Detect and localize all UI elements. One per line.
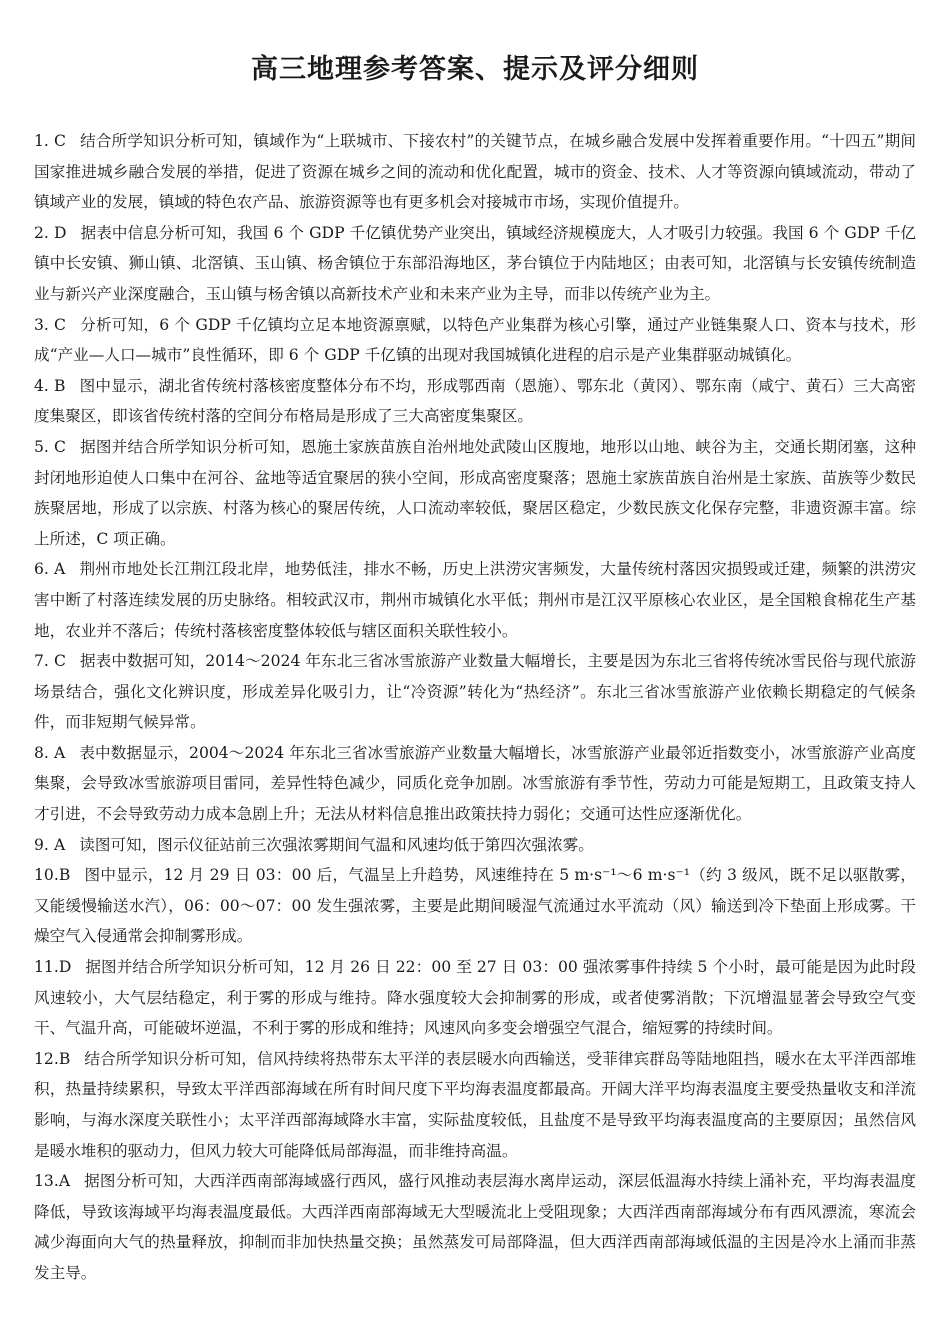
answer-explanation: 分析可知，6 个 GDP 千亿镇均立足本地资源禀赋，以特色产业集群为核心引擎，通过产业链集聚人口、资本与技术，形成“产业—人口—城市”良性循环，即 6 个 GDP 千亿镇的出现对我国城镇化进程的启示是产业集群驱动城镇化。 [34, 315, 916, 365]
answer-explanation: 图中显示，12 月 29 日 03：00 后，气温呈上升趋势，风速维持在 5 m·s⁻¹～6 m·s⁻¹（约 3 级风，既不足以驱散雾，又能缓慢输送水汽），06：00～07：00 发生强浓雾，主要是此期间暖湿气流通过水平流动（风）输送到冷下垫面上形成雾。干燥空气入侵通常会抑制雾形成。 [34, 866, 916, 946]
answer-item-8 [34, 738, 916, 830]
answer-number: 9. [34, 835, 49, 854]
answer-key: D [54, 223, 67, 242]
answer-explanation: 图中显示，湖北省传统村落核密度整体分布不均，形成鄂西南（恩施）、鄂东北（黄冈）、鄂东南（咸宁、黄石）三大高密度集聚区，即该省传统村落的空间分布格局是形成了三大高密度集聚区。 [34, 376, 916, 426]
answer-item-10 [34, 860, 916, 952]
answer-number: 13. [34, 1172, 59, 1191]
answer-item-12 [34, 1044, 916, 1166]
answer-explanation: 结合所学知识分析可知，信风持续将热带东太平洋的表层暖水向西输送，受菲律宾群岛等陆地阻挡，暖水在太平洋西部堆积，热量持续累积，导致太平洋西部海域在所有时间尺度下平均海表温度都最高。开阔大洋平均海表温度主要受热量收支和洋流影响，与海水深度关联性小；太平洋西部海域降水丰富，实际盐度较低，且盐度不是导致平均海表温度高的主要原因；虽然信风是暖水堆积的驱动力，但风力较大可能降低局部海温，而非维持高温。 [34, 1049, 916, 1160]
answer-item-4 [34, 371, 916, 432]
answer-key: A [54, 743, 66, 762]
answer-number: 2. [34, 223, 49, 242]
answer-item-11 [34, 952, 916, 1044]
answer-item-2 [34, 218, 916, 310]
answer-number: 12. [34, 1049, 59, 1068]
answer-explanation: 据图并结合所学知识分析可知，12 月 26 日 22：00 至 27 日 03：00 强浓雾事件持续 5 个小时，最可能是因为此时段风速较小，大气层结稳定，利于雾的形成与维持。降水强度较大会抑制雾的形成，或者使雾消散；下沉增温显著会导致空气变干、气温升高，可能破坏逆温，不利于雾的形成和维持；风速风向多变会增强空气混合，缩短雾的持续时间。 [34, 958, 916, 1038]
answer-explanation: 结合所学知识分析可知，镇域作为“上联城市、下接农村”的关键节点，在城乡融合发展中发挥着重要作用。“十四五”期间国家推进城乡融合发展的举措，促进了资源在城乡之间的流动和优化配置，城市的资金、技术、人才等资源向镇域流动，带动了镇域产业的发展，镇域的特色农产品、旅游资源等也有更多机会对接城市市场，实现价值提升。 [34, 132, 916, 212]
answer-number: 8. [34, 743, 49, 762]
answer-key: B [54, 376, 66, 395]
answer-number: 3. [34, 315, 49, 334]
answer-number: 5. [34, 437, 49, 456]
answer-number: 10. [34, 866, 59, 885]
answer-explanation: 据图并结合所学知识分析可知，恩施土家族苗族自治州地处武陵山区腹地，地形以山地、峡谷为主，交通长期闭塞，这种封闭地形迫使人口集中在河谷、盆地等适宜聚居的狭小空间，形成高密度聚落；恩施土家族苗族自治州是土家族、苗族等少数民族聚居地，形成了以宗族、村落为核心的聚居传统，人口流动率较低，聚居区稳定，少数民族文化保存完整，非遗资源丰富。综上所述，C 项正确。 [34, 437, 916, 548]
answer-number: 6. [34, 560, 49, 579]
answer-key: C [54, 437, 66, 456]
answer-key: B [58, 1049, 71, 1068]
answer-item-13 [34, 1166, 916, 1288]
answer-key: A [58, 1172, 71, 1191]
answer-item-6 [34, 554, 916, 646]
answer-number: 4. [34, 376, 49, 395]
answer-item-7 [34, 646, 916, 738]
answer-number: 1. [34, 132, 49, 150]
answer-explanation: 荆州市地处长江荆江段北岸，地势低洼，排水不畅，历史上洪涝灾害频发，大量传统村落因灾损毁或迁建，频繁的洪涝灾害中断了村落连续发展的历史脉络。相较武汉市，荆州市城镇化水平低；荆州市是江汉平原核心农业区，是全国粮食棉花生产基地，农业并不落后；传统村落核密度整体较低与辖区面积关联性较小。 [34, 560, 916, 640]
answer-explanation: 据表中信息分析可知，我国 6 个 GDP 千亿镇优势产业突出，镇域经济规模庞大，人才吸引力较强。我国 6 个 GDP 千亿镇中长安镇、狮山镇、北滘镇、玉山镇、杨舍镇位于东部沿海地区，茅台镇位于内陆地区；由表可知，北滘镇与长安镇传统制造业与新兴产业深度融合，玉山镇与杨舍镇以高新技术产业和未来产业为主导，而非以传统产业为主。 [34, 223, 916, 303]
answer-key: C [54, 652, 66, 671]
answer-explanation: 据图分析可知，大西洋西南部海域盛行西风，盛行风推动表层海水离岸运动，深层低温海水持续上涌补充，平均海表温度降低，导致该海域平均海表温度最低。大西洋西南部海域无大型暖流北上受阻现象；大西洋西南部海域分布有西风漂流，寒流会减少海面向大气的热量释放，抑制而非加快热量交换；虽然蒸发可局部降温，但大西洋西南部海域低温的主因是冷水上涌而非蒸发主导。 [34, 1172, 916, 1282]
answer-item-3 [34, 310, 916, 371]
answer-list [34, 126, 916, 1289]
answer-explanation: 表中数据显示，2004～2024 年东北三省冰雪旅游产业数量大幅增长，冰雪旅游产业最邻近指数变小，冰雪旅游产业高度集聚，会导致冰雪旅游项目雷同，差异性特色减少，同质化竞争加剧。冰雪旅游有季节性，劳动力可能是短期工，且政策支持人才引进，不会导致劳动力成本急剧上升；无法从材料信息推出政策扶持力弱化；交通可达性应逐渐优化。 [34, 743, 916, 824]
page-title: 高三地理参考答案、提示及评分细则 [251, 54, 699, 85]
answer-key: C [54, 315, 66, 334]
answer-explanation: 据表中数据可知，2014～2024 年东北三省冰雪旅游产业数量大幅增长，主要是因为东北三省将传统冰雪民俗与现代旅游场景结合，强化文化辨识度，形成差异化吸引力，让“冷资源”转化为“热经济”。东北三省冰雪旅游产业依赖长期稳定的气候条件，而非短期气候异常。 [34, 652, 916, 732]
answer-item-9 [34, 830, 916, 861]
answer-number: 7. [34, 652, 49, 671]
answer-key: A [54, 560, 66, 579]
answer-key: C [54, 132, 66, 150]
answer-number: 11. [34, 958, 59, 977]
answer-key: A [54, 835, 66, 854]
answer-explanation: 读图可知，图示仪征站前三次强浓雾期间气温和风速均低于第四次强浓雾。 [79, 835, 594, 854]
answer-item-1 [34, 126, 916, 218]
answer-key: B [58, 866, 71, 885]
answer-item-5 [34, 432, 916, 554]
answer-key: D [58, 958, 72, 977]
